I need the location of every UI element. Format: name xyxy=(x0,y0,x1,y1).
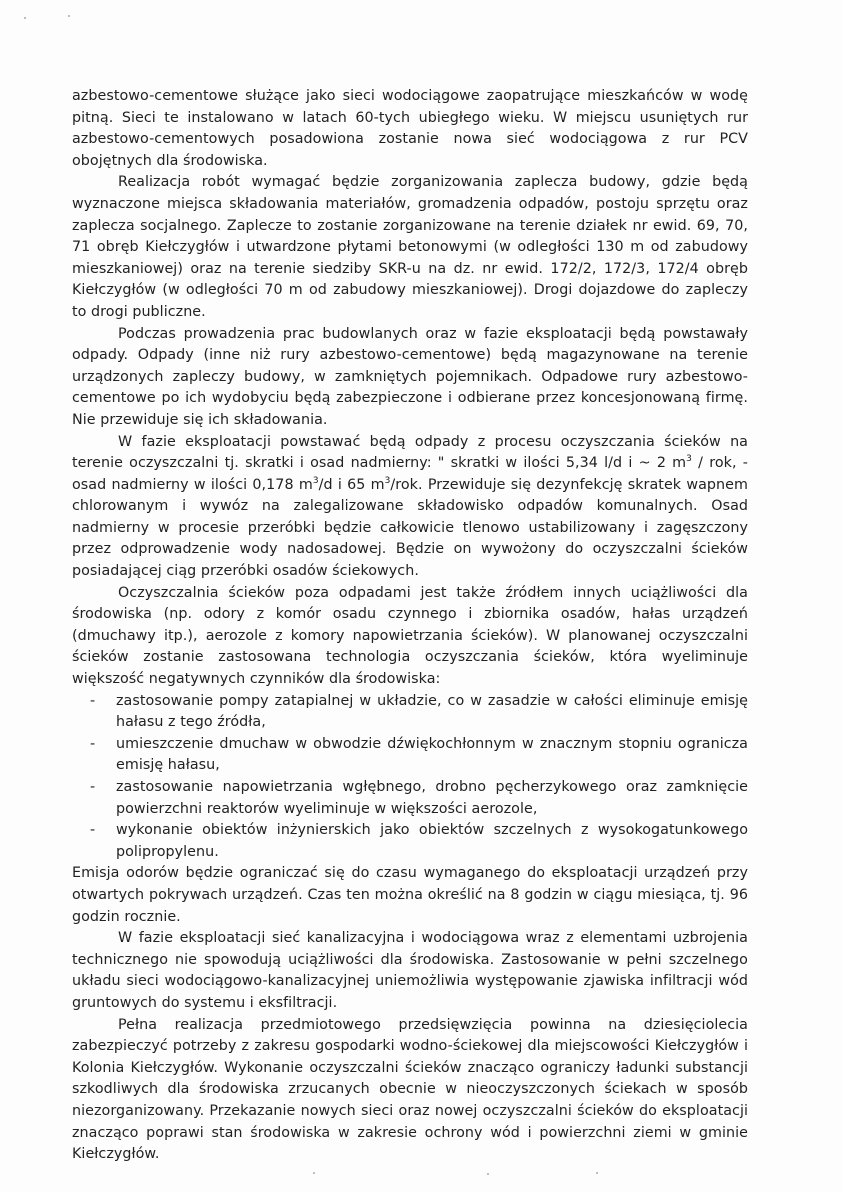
paragraph: Emisja odorów będzie ograniczać się do czasu wymaganego do eksploatacji urządzeń przy otwartych pokrywach urządzeń. Czas ten można określić na 8 godzin w ciągu miesiąca, tj. 96 godzin rocznie. xyxy=(72,865,748,925)
list-item: - umieszczenie dmuchaw w obwodzie dźwiękochłonnym w znacznym stopniu ogranicza emisję hałasu, xyxy=(72,734,748,777)
bullet-list xyxy=(72,691,748,864)
scan-speck xyxy=(596,1172,598,1174)
paragraph: Oczyszczalnia ścieków poza odpadami jest także źródłem innych uciążliwości dla środowiska (np. odory z komór osadu czynnego i zbiornika osadów, hałas urządzeń (dmuchawy itp.), aerozole z komory napowietrzania ścieków). W planowanej oczyszczalni ścieków zostanie zastosowana technologia oczyszczania ścieków, która wyeliminuje większość negatywnych czynników dla środowiska: xyxy=(72,584,748,688)
superscript: 3 xyxy=(384,475,391,486)
scan-speck xyxy=(313,1172,315,1174)
list-item: - wykonanie obiektów inżynierskich jako obiektów szczelnych z wysokogatunkowego polipropylenu. xyxy=(72,820,748,863)
superscript: 3 xyxy=(686,454,692,465)
superscript: 3 xyxy=(312,475,319,486)
list-item: - zastosowanie pompy zatapialnej w układzie, co w zasadzie w całości eliminuje emisję hałasu z tego źródła, xyxy=(72,691,748,734)
paragraph: Pełna realizacja przedmiotowego przedsięwzięcia powinna na dziesięciolecia zabezpieczyć potrzeby z zakresu gospodarki wodno-ściekowej dla miejscowości Kiełczygłów i Kolonia Kiełczygłów. Wykonanie oczyszczalni ścieków znacząco ograniczy ładunki substancji szkodliwych dla środowiska zrzucanych obecnie w nieoczyszczonych ściekach w sposób niezorganizowany. Przekazanie nowych sieci oraz nowej oczyszczalni ścieków do eksploatacji znacząco poprawi stan środowiska w zakresie ochrony wód i powierzchni ziemi w gminie Kiełczygłów. xyxy=(72,1016,748,1163)
scan-speck xyxy=(68,15,70,17)
paragraph: azbestowo-cementowe służące jako sieci wodociągowe zaopatrujące mieszkańców w wodę pitną. Sieci te instalowano w latach 60-tych ubiegłego wieku. W miejscu usuniętych rur azbestowo-cementowych posadowiona zostanie nowa sieć wodociągowa z rur PCV obojętnych dla środowiska. xyxy=(72,88,748,169)
scan-speck xyxy=(24,17,26,19)
text-run: W fazie eksploatacji powstawać będą odpady z procesu oczyszczania ścieków na terenie oczyszczalni tj. skratki i osad nadmierny: " skratki w ilości 5,34 l/d i ~ 2 m xyxy=(72,433,748,472)
text-run: /rok. Przewiduje się dezynfekcję skratek wapnem chlorowanym i wywóz na zalegalizowane składowisko odpadów komunalnych. Osad nadmierny w procesie przeróbki będzie całkowicie tlenowo ustabilizowany i zagęszczony przez odprowadzenie wody nadosadowej. Będzie on wywożony do oczyszczalni ścieków posiadającej ciąg przeróbki osadów ściekowych. xyxy=(72,476,748,580)
paragraph xyxy=(72,432,748,583)
list-item: - zastosowanie napowietrzania wgłębnego, drobno pęcherzykowego oraz zamknięcie powierzchni reaktorów wyeliminuje w większości aerozole, xyxy=(72,777,748,820)
text-run: / rok, - osad nadmierny w ilości 0,178 m xyxy=(72,455,749,493)
scan-speck xyxy=(487,1173,489,1175)
paragraph: Podczas prowadzenia prac budowlanych oraz w fazie eksploatacji będą powstawały odpady. Odpady (inne niż rury azbestowo-cementowe) będą magazynowane na terenie urządzonych zapleczy budowy, w zamkniętych pojemnikach. Odpadowe rury azbestowo-cementowe po ich wydobyciu będą zabezpieczone i odbierane przez koncesjonowaną firmę. Nie przewiduje się ich składowania. xyxy=(72,325,748,428)
document-body xyxy=(72,86,748,1166)
text-run: /d i 65 m xyxy=(318,476,385,493)
paragraph: W fazie eksploatacji sieć kanalizacyjna i wodociągowa wraz z elementami uzbrojenia technicznego nie spowodują uciążliwości dla środowiska. Zastosowanie w pełni szczelnego układu sieci wodociągowo-kanalizacyjnej uniemożliwia występowanie zjawiska infiltracji wód gruntowych do systemu i eksfiltracji. xyxy=(72,930,748,1011)
paragraph: Realizacja robót wymagać będzie zorganizowania zaplecza budowy, gdzie będą wyznaczone miejsca składowania materiałów, gromadzenia odpadów, postoju sprzętu oraz zaplecza socjalnego. Zaplecze to zostanie zorganizowane na terenie działek nr ewid. 69, 70, 71 obręb Kiełczygłów i utwardzone płytami betonowymi (w odległości 130 m od zabudowy mieszkaniowej) oraz na terenie siedziby SKR-u na dz. nr ewid. 172/2, 172/3, 172/4 obręb Kiełczygłów (w odległości 70 m od zabudowy mieszkaniowej). Drogi dojazdowe do zapleczy to drogi publiczne. xyxy=(72,174,748,320)
